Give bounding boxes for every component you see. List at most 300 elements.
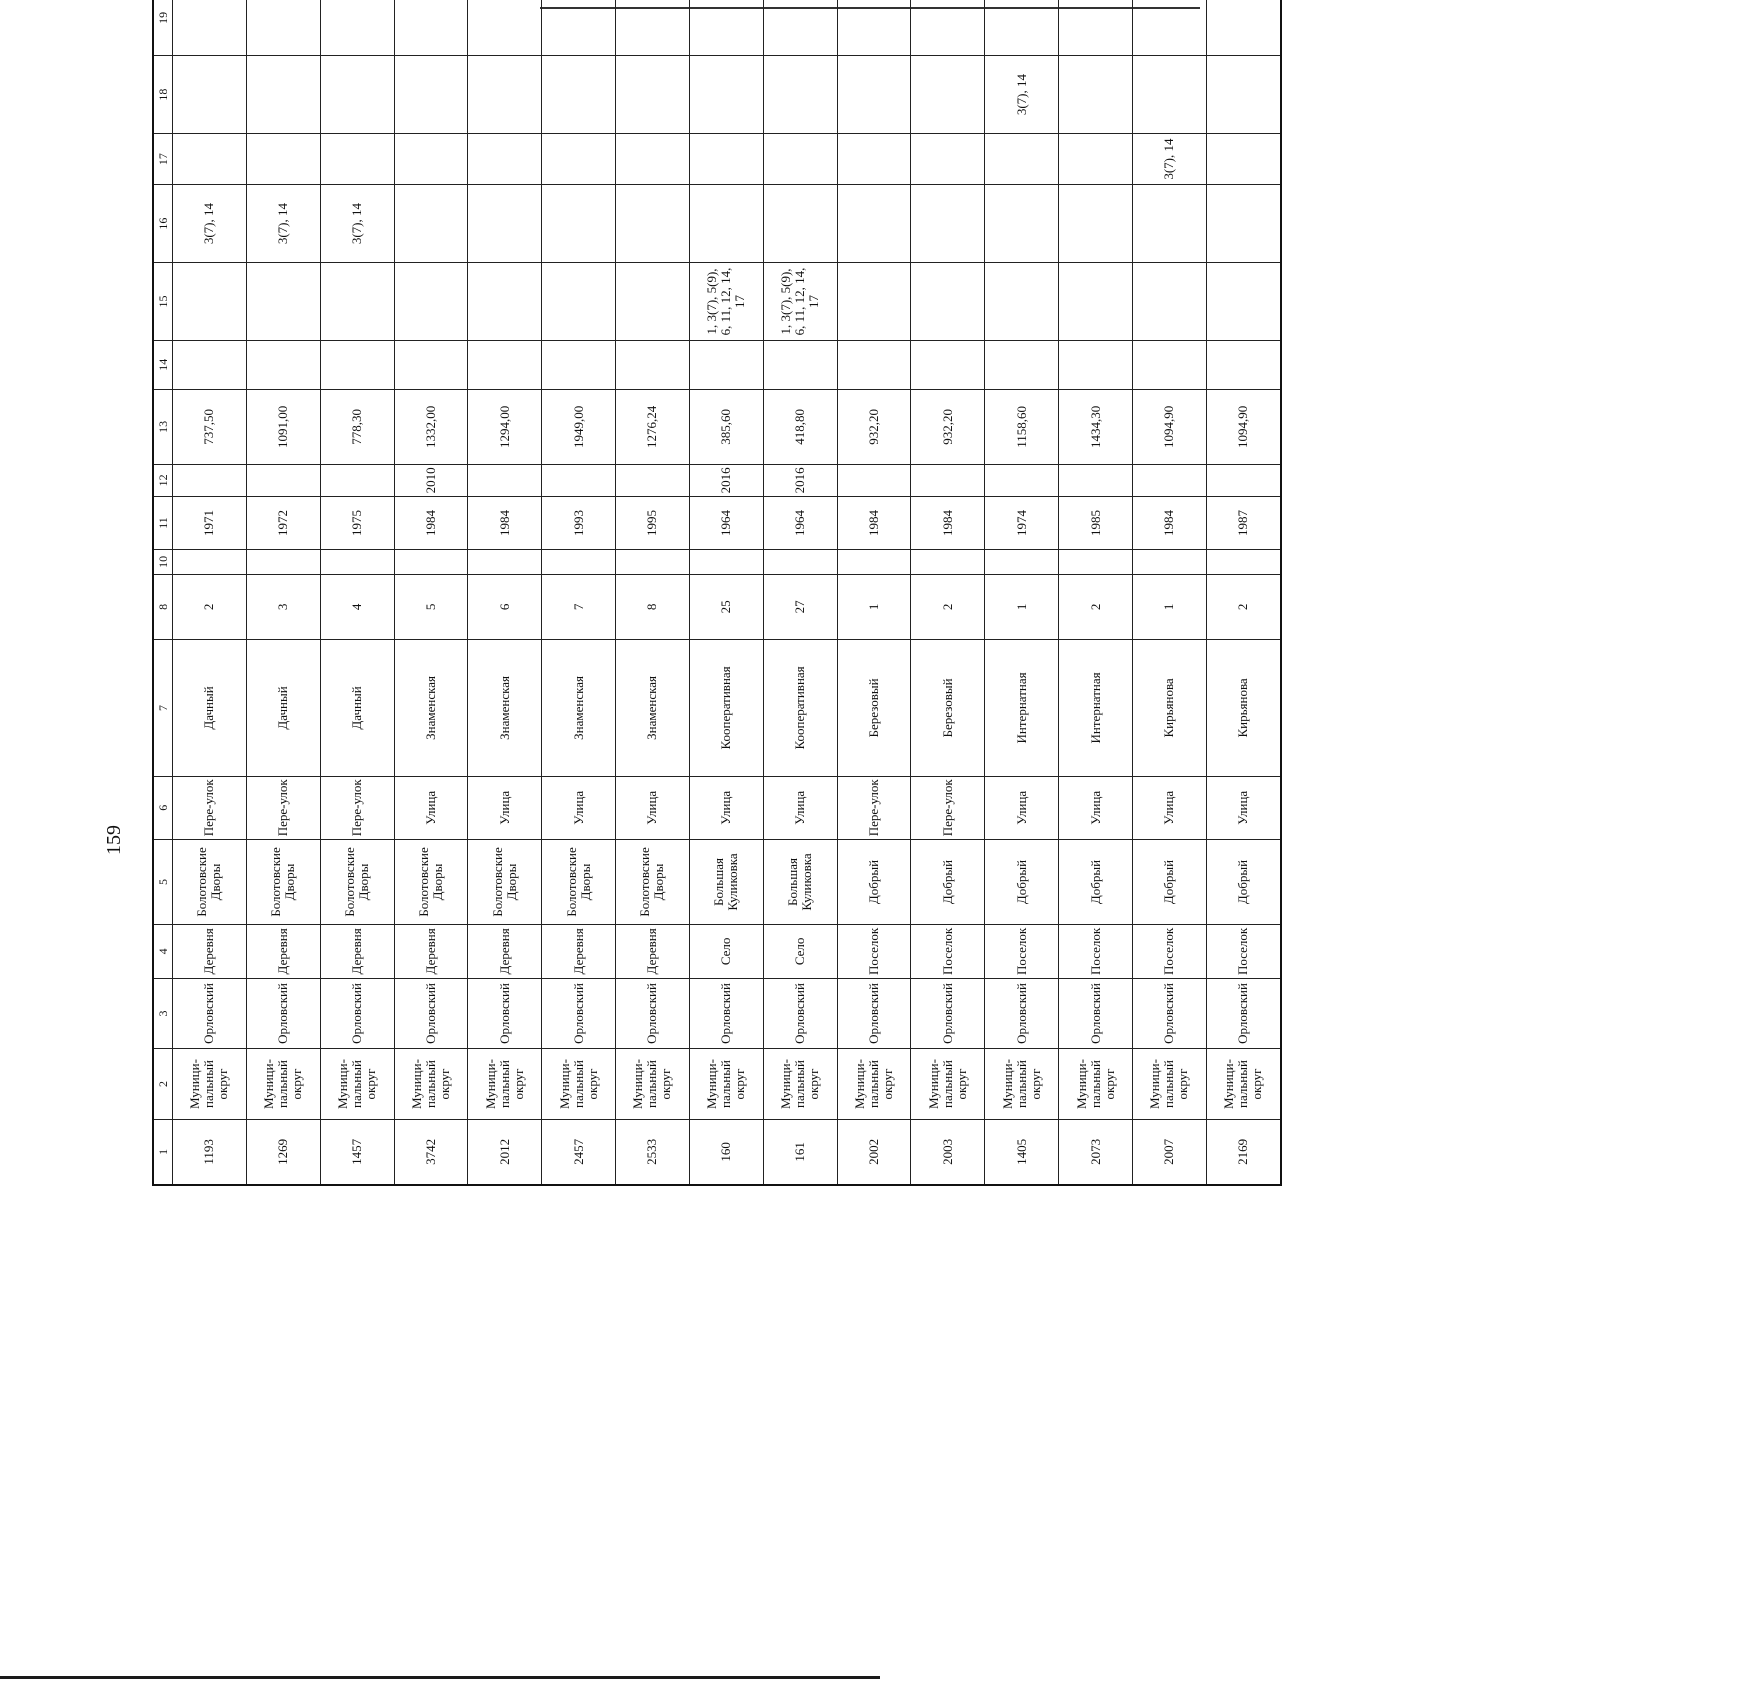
table-cell-c11: 1972 bbox=[246, 496, 320, 550]
table-cell-c16 bbox=[1132, 185, 1206, 263]
table-cell-c4: Село bbox=[763, 925, 837, 979]
table-cell-c3: Орловский bbox=[911, 978, 985, 1049]
table-cell-c15 bbox=[1206, 263, 1281, 341]
table-cell-c4: Деревня bbox=[542, 925, 616, 979]
table-cell-c5: Болотовские Дворы bbox=[394, 839, 468, 924]
table-cell-c3: Орловский bbox=[763, 978, 837, 1049]
table-cell-c18 bbox=[1059, 56, 1133, 134]
table-cell-c11: 1984 bbox=[468, 496, 542, 550]
table-cell-c3: Орловский bbox=[1132, 978, 1206, 1049]
table-cell-c17 bbox=[173, 134, 247, 185]
table-cell-c16 bbox=[1206, 185, 1281, 263]
table-cell-c4: Деревня bbox=[616, 925, 690, 979]
table-cell-c11: 1975 bbox=[320, 496, 394, 550]
table-cell-c10 bbox=[320, 550, 394, 574]
table-cell-c7: Знаменская bbox=[616, 640, 690, 776]
table-cell-c12 bbox=[1132, 465, 1206, 497]
table-cell-c11: 1993 bbox=[542, 496, 616, 550]
table-cell-c8: 1 bbox=[1132, 574, 1206, 640]
table-cell-c10 bbox=[1059, 550, 1133, 574]
table-cell-c14 bbox=[985, 340, 1059, 389]
table-row bbox=[1059, 0, 1133, 1185]
table-cell-c1: 1457 bbox=[320, 1119, 394, 1185]
table-cell-c10 bbox=[985, 550, 1059, 574]
table-cell-c18 bbox=[320, 56, 394, 134]
table-cell-c6: Пере-улок bbox=[911, 776, 985, 839]
table-cell-c17 bbox=[1059, 134, 1133, 185]
table-cell-c7: Интернатная bbox=[1059, 640, 1133, 776]
table-cell-c18 bbox=[1132, 56, 1206, 134]
table-cell-c12: 2010 bbox=[394, 465, 468, 497]
table-cell-c4: Поселок bbox=[1206, 925, 1281, 979]
table-cell-c18: 3(7), 14 bbox=[985, 56, 1059, 134]
column-number-cell: 7 bbox=[153, 640, 173, 776]
table-cell-c2: Муници-пальный округ bbox=[542, 1049, 616, 1120]
table-cell-c17 bbox=[246, 134, 320, 185]
table-row bbox=[173, 0, 247, 1185]
table-cell-c10 bbox=[689, 550, 763, 574]
table-cell-c14 bbox=[468, 340, 542, 389]
table-cell-c6: Улица bbox=[763, 776, 837, 839]
table-cell-c12: 2016 bbox=[763, 465, 837, 497]
table-cell-c15: 1, 3(7), 5(9), 6, 11, 12, 14, 17 bbox=[689, 263, 763, 341]
table-row bbox=[689, 0, 763, 1185]
table-cell-c14 bbox=[689, 340, 763, 389]
table-cell-c5: Большая Куликовка bbox=[763, 839, 837, 924]
table-cell-c3: Орловский bbox=[1059, 978, 1133, 1049]
table-cell-c10 bbox=[1206, 550, 1281, 574]
table-cell-c4: Поселок bbox=[985, 925, 1059, 979]
table-cell-c5: Добрый bbox=[985, 839, 1059, 924]
table-row bbox=[1206, 0, 1281, 1185]
table-cell-c12 bbox=[246, 465, 320, 497]
table-cell-c14 bbox=[542, 340, 616, 389]
table-cell-c6: Улица bbox=[1059, 776, 1133, 839]
table-cell-c16: 3(7), 14 bbox=[173, 185, 247, 263]
table-cell-c14 bbox=[1059, 340, 1133, 389]
table-cell-c19 bbox=[1132, 0, 1206, 56]
table-cell-c14 bbox=[320, 340, 394, 389]
table-cell-c1: 161 bbox=[763, 1119, 837, 1185]
table-cell-c3: Орловский bbox=[246, 978, 320, 1049]
table-cell-c5: Добрый bbox=[1132, 839, 1206, 924]
table-cell-c10 bbox=[542, 550, 616, 574]
table-cell-c16 bbox=[468, 185, 542, 263]
table-cell-c8: 6 bbox=[468, 574, 542, 640]
table-cell-c13: 1332,00 bbox=[394, 389, 468, 464]
table-cell-c11: 1964 bbox=[689, 496, 763, 550]
table-cell-c1: 2533 bbox=[616, 1119, 690, 1185]
table-cell-c4: Поселок bbox=[1132, 925, 1206, 979]
table-cell-c1: 2073 bbox=[1059, 1119, 1133, 1185]
table-cell-c2: Муници-пальный округ bbox=[837, 1049, 911, 1120]
column-number-cell: 8 bbox=[153, 574, 173, 640]
table-cell-c4: Поселок bbox=[911, 925, 985, 979]
table-cell-c10 bbox=[763, 550, 837, 574]
table-cell-c13: 1091,00 bbox=[246, 389, 320, 464]
table-cell-c11: 1995 bbox=[616, 496, 690, 550]
table-cell-c5: Болотовские Дворы bbox=[616, 839, 690, 924]
table-cell-c13: 418,80 bbox=[763, 389, 837, 464]
table-cell-c5: Добрый bbox=[911, 839, 985, 924]
table-cell-c5: Болотовские Дворы bbox=[246, 839, 320, 924]
column-number-cell: 11 bbox=[153, 496, 173, 550]
table-cell-c19 bbox=[689, 0, 763, 56]
table-cell-c10 bbox=[468, 550, 542, 574]
table-cell-c19 bbox=[246, 0, 320, 56]
table-cell-c17 bbox=[689, 134, 763, 185]
table-cell-c19 bbox=[542, 0, 616, 56]
table-rotation-frame bbox=[152, 11, 1746, 1186]
table-cell-c4: Поселок bbox=[837, 925, 911, 979]
table-cell-c19 bbox=[837, 0, 911, 56]
column-number-cell: 19 bbox=[153, 0, 173, 56]
table-cell-c7: Березовый bbox=[911, 640, 985, 776]
table-cell-c14 bbox=[173, 340, 247, 389]
table-cell-c6: Улица bbox=[1132, 776, 1206, 839]
table-cell-c3: Орловский bbox=[837, 978, 911, 1049]
column-number-cell: 5 bbox=[153, 839, 173, 924]
table-row bbox=[246, 0, 320, 1185]
table-cell-c11: 1984 bbox=[837, 496, 911, 550]
table-cell-c1: 2012 bbox=[468, 1119, 542, 1185]
table-cell-c17 bbox=[542, 134, 616, 185]
table-cell-c3: Орловский bbox=[985, 978, 1059, 1049]
table-cell-c5: Болотовские Дворы bbox=[468, 839, 542, 924]
column-number-cell: 14 bbox=[153, 340, 173, 389]
table-cell-c16 bbox=[689, 185, 763, 263]
table-cell-c1: 1269 bbox=[246, 1119, 320, 1185]
table-cell-c14 bbox=[911, 340, 985, 389]
table-cell-c18 bbox=[911, 56, 985, 134]
table-cell-c8: 1 bbox=[837, 574, 911, 640]
column-number-cell: 3 bbox=[153, 978, 173, 1049]
table-cell-c3: Орловский bbox=[468, 978, 542, 1049]
table-cell-c1: 1405 bbox=[985, 1119, 1059, 1185]
table-cell-c7: Дачный bbox=[320, 640, 394, 776]
table-cell-c16: 3(7), 14 bbox=[320, 185, 394, 263]
table-cell-c17 bbox=[468, 134, 542, 185]
table-cell-c12 bbox=[837, 465, 911, 497]
table-cell-c1: 2457 bbox=[542, 1119, 616, 1185]
table-cell-c6: Улица bbox=[1206, 776, 1281, 839]
table-row bbox=[911, 0, 985, 1185]
table-cell-c11: 1984 bbox=[911, 496, 985, 550]
table-cell-c5: Болотовские Дворы bbox=[173, 839, 247, 924]
table-cell-c6: Улица bbox=[394, 776, 468, 839]
table-cell-c17 bbox=[911, 134, 985, 185]
table-cell-c13: 932,20 bbox=[911, 389, 985, 464]
table-cell-c12 bbox=[320, 465, 394, 497]
table-cell-c16 bbox=[616, 185, 690, 263]
table-cell-c4: Деревня bbox=[246, 925, 320, 979]
table-cell-c4: Поселок bbox=[1059, 925, 1133, 979]
table-cell-c15 bbox=[173, 263, 247, 341]
table-cell-c8: 27 bbox=[763, 574, 837, 640]
table-cell-c4: Деревня bbox=[468, 925, 542, 979]
table-cell-c12 bbox=[468, 465, 542, 497]
table-cell-c5: Большая Куликовка bbox=[689, 839, 763, 924]
column-number-cell: 13 bbox=[153, 389, 173, 464]
table-cell-c18 bbox=[394, 56, 468, 134]
table-cell-c17 bbox=[320, 134, 394, 185]
table-cell-c5: Болотовские Дворы bbox=[320, 839, 394, 924]
table-cell-c4: Деревня bbox=[173, 925, 247, 979]
table-cell-c15 bbox=[616, 263, 690, 341]
table-row bbox=[837, 0, 911, 1185]
table-row bbox=[763, 0, 837, 1185]
table-cell-c7: Дачный bbox=[173, 640, 247, 776]
table-cell-c12 bbox=[1206, 465, 1281, 497]
table-cell-c14 bbox=[246, 340, 320, 389]
table-cell-c3: Орловский bbox=[173, 978, 247, 1049]
table-cell-c2: Муници-пальный округ bbox=[320, 1049, 394, 1120]
table-cell-c13: 1094,90 bbox=[1206, 389, 1281, 464]
table-row bbox=[394, 0, 468, 1185]
table-cell-c18 bbox=[689, 56, 763, 134]
table-cell-c8: 4 bbox=[320, 574, 394, 640]
table-cell-c12 bbox=[616, 465, 690, 497]
table-cell-c15 bbox=[985, 263, 1059, 341]
table-cell-c10 bbox=[1132, 550, 1206, 574]
table-cell-c12: 2016 bbox=[689, 465, 763, 497]
table-cell-c8: 1 bbox=[985, 574, 1059, 640]
table-cell-c12 bbox=[173, 465, 247, 497]
table-cell-c19 bbox=[911, 0, 985, 56]
table-cell-c4: Деревня bbox=[394, 925, 468, 979]
table-cell-c17 bbox=[616, 134, 690, 185]
table-cell-c18 bbox=[173, 56, 247, 134]
table-cell-c1: 2003 bbox=[911, 1119, 985, 1185]
table-row bbox=[985, 0, 1059, 1185]
table-cell-c10 bbox=[394, 550, 468, 574]
table-cell-c14 bbox=[763, 340, 837, 389]
table-cell-c19 bbox=[173, 0, 247, 56]
table-cell-c2: Муници-пальный округ bbox=[763, 1049, 837, 1120]
table-cell-c1: 2007 bbox=[1132, 1119, 1206, 1185]
table-cell-c2: Муници-пальный округ bbox=[985, 1049, 1059, 1120]
table-cell-c15 bbox=[542, 263, 616, 341]
table-row bbox=[542, 0, 616, 1185]
table-cell-c1: 160 bbox=[689, 1119, 763, 1185]
table-cell-c19 bbox=[1059, 0, 1133, 56]
table-cell-c13: 1294,00 bbox=[468, 389, 542, 464]
table-cell-c3: Орловский bbox=[394, 978, 468, 1049]
table-cell-c15 bbox=[911, 263, 985, 341]
table-cell-c15 bbox=[246, 263, 320, 341]
table-row bbox=[1132, 0, 1206, 1185]
table-cell-c11: 1985 bbox=[1059, 496, 1133, 550]
table-cell-c2: Муници-пальный округ bbox=[246, 1049, 320, 1120]
table-cell-c11: 1984 bbox=[394, 496, 468, 550]
table-cell-c14 bbox=[394, 340, 468, 389]
page-number: 159 bbox=[103, 825, 125, 855]
table-cell-c11: 1974 bbox=[985, 496, 1059, 550]
table-cell-c19 bbox=[394, 0, 468, 56]
table-cell-c6: Улица bbox=[689, 776, 763, 839]
table-cell-c7: Кирьянова bbox=[1132, 640, 1206, 776]
table-cell-c15 bbox=[1059, 263, 1133, 341]
table-cell-c16 bbox=[542, 185, 616, 263]
table-cell-c6: Улица bbox=[542, 776, 616, 839]
table-cell-c16 bbox=[911, 185, 985, 263]
table-cell-c8: 2 bbox=[173, 574, 247, 640]
table-cell-c17 bbox=[763, 134, 837, 185]
table-cell-c5: Добрый bbox=[1206, 839, 1281, 924]
table-cell-c17 bbox=[985, 134, 1059, 185]
table-cell-c15 bbox=[468, 263, 542, 341]
table-cell-c16 bbox=[837, 185, 911, 263]
table-cell-c8: 25 bbox=[689, 574, 763, 640]
table-cell-c8: 5 bbox=[394, 574, 468, 640]
table-cell-c15 bbox=[1132, 263, 1206, 341]
table-cell-c2: Муници-пальный округ bbox=[1059, 1049, 1133, 1120]
housing-registry-table bbox=[152, 0, 1282, 1186]
table-cell-c1: 2002 bbox=[837, 1119, 911, 1185]
column-number-cell: 18 bbox=[153, 56, 173, 134]
table-cell-c13: 932,20 bbox=[837, 389, 911, 464]
table-cell-c16 bbox=[1059, 185, 1133, 263]
table-row bbox=[468, 0, 542, 1185]
table-cell-c18 bbox=[1206, 56, 1281, 134]
table-cell-c2: Муници-пальный округ bbox=[394, 1049, 468, 1120]
table-cell-c3: Орловский bbox=[616, 978, 690, 1049]
table-cell-c11: 1987 bbox=[1206, 496, 1281, 550]
table-cell-c12 bbox=[1059, 465, 1133, 497]
table-cell-c16: 3(7), 14 bbox=[246, 185, 320, 263]
table-cell-c7: Знаменская bbox=[468, 640, 542, 776]
table-cell-c14 bbox=[837, 340, 911, 389]
table-cell-c16 bbox=[985, 185, 1059, 263]
table-cell-c1: 1193 bbox=[173, 1119, 247, 1185]
table-cell-c6: Пере-улок bbox=[837, 776, 911, 839]
table-cell-c12 bbox=[542, 465, 616, 497]
table-cell-c16 bbox=[763, 185, 837, 263]
table-cell-c13: 1158,60 bbox=[985, 389, 1059, 464]
table-cell-c2: Муници-пальный округ bbox=[689, 1049, 763, 1120]
table-cell-c5: Добрый bbox=[837, 839, 911, 924]
table-cell-c15 bbox=[320, 263, 394, 341]
table-cell-c19 bbox=[1206, 0, 1281, 56]
table-cell-c17 bbox=[394, 134, 468, 185]
table-cell-c2: Муници-пальный округ bbox=[616, 1049, 690, 1120]
table-cell-c3: Орловский bbox=[689, 978, 763, 1049]
table-cell-c8: 3 bbox=[246, 574, 320, 640]
column-number-cell: 2 bbox=[153, 1049, 173, 1120]
table-cell-c6: Пере-улок bbox=[173, 776, 247, 839]
table-cell-c17: 3(7), 14 bbox=[1132, 134, 1206, 185]
table-cell-c6: Улица bbox=[468, 776, 542, 839]
table-cell-c10 bbox=[616, 550, 690, 574]
table-cell-c3: Орловский bbox=[542, 978, 616, 1049]
table-cell-c19 bbox=[985, 0, 1059, 56]
table-cell-c8: 8 bbox=[616, 574, 690, 640]
table-cell-c11: 1964 bbox=[763, 496, 837, 550]
column-number-cell: 15 bbox=[153, 263, 173, 341]
table-cell-c16 bbox=[394, 185, 468, 263]
column-number-cell: 17 bbox=[153, 134, 173, 185]
table-cell-c10 bbox=[837, 550, 911, 574]
table-cell-c2: Муници-пальный округ bbox=[1206, 1049, 1281, 1120]
table-cell-c5: Болотовские Дворы bbox=[542, 839, 616, 924]
table-cell-c13: 1949,00 bbox=[542, 389, 616, 464]
table-cell-c18 bbox=[246, 56, 320, 134]
table-cell-c12 bbox=[985, 465, 1059, 497]
table-cell-c18 bbox=[468, 56, 542, 134]
column-number-cell: 1 bbox=[153, 1119, 173, 1185]
table-cell-c7: Знаменская bbox=[394, 640, 468, 776]
table-cell-c7: Кирьянова bbox=[1206, 640, 1281, 776]
table-cell-c8: 2 bbox=[911, 574, 985, 640]
table-row bbox=[616, 0, 690, 1185]
table-cell-c13: 1434,30 bbox=[1059, 389, 1133, 464]
table-cell-c5: Добрый bbox=[1059, 839, 1133, 924]
table-rotated-content bbox=[152, 0, 1282, 1186]
table-cell-c13: 1276,24 bbox=[616, 389, 690, 464]
table-cell-c19 bbox=[320, 0, 394, 56]
table-cell-c6: Улица bbox=[985, 776, 1059, 839]
table-cell-c10 bbox=[173, 550, 247, 574]
table-cell-c2: Муници-пальный округ bbox=[173, 1049, 247, 1120]
table-cell-c7: Дачный bbox=[246, 640, 320, 776]
table-cell-c6: Пере-улок bbox=[320, 776, 394, 839]
table-cell-c8: 7 bbox=[542, 574, 616, 640]
table-cell-c4: Деревня bbox=[320, 925, 394, 979]
table-cell-c13: 385,60 bbox=[689, 389, 763, 464]
table-cell-c12 bbox=[911, 465, 985, 497]
table-cell-c15 bbox=[394, 263, 468, 341]
table-cell-c7: Знаменская bbox=[542, 640, 616, 776]
column-number-row bbox=[153, 0, 173, 1185]
table-cell-c19 bbox=[616, 0, 690, 56]
table-cell-c2: Муници-пальный округ bbox=[468, 1049, 542, 1120]
table-cell-c18 bbox=[763, 56, 837, 134]
table-cell-c17 bbox=[1206, 134, 1281, 185]
column-number-cell: 16 bbox=[153, 185, 173, 263]
table-cell-c15: 1, 3(7), 5(9), 6, 11, 12, 14, 17 bbox=[763, 263, 837, 341]
table-cell-c11: 1971 bbox=[173, 496, 247, 550]
table-cell-c15 bbox=[837, 263, 911, 341]
table-cell-c2: Муници-пальный округ bbox=[1132, 1049, 1206, 1120]
scan-edge-bottom bbox=[0, 1676, 880, 1679]
table-cell-c3: Орловский bbox=[1206, 978, 1281, 1049]
table-cell-c7: Кооперативная bbox=[763, 640, 837, 776]
table-cell-c1: 2169 bbox=[1206, 1119, 1281, 1185]
table-cell-c17 bbox=[837, 134, 911, 185]
table-cell-c14 bbox=[616, 340, 690, 389]
table-cell-c7: Интернатная bbox=[985, 640, 1059, 776]
table-cell-c13: 737,50 bbox=[173, 389, 247, 464]
table-cell-c6: Улица bbox=[616, 776, 690, 839]
column-number-cell: 12 bbox=[153, 465, 173, 497]
table-cell-c14 bbox=[1132, 340, 1206, 389]
table-cell-c1: 3742 bbox=[394, 1119, 468, 1185]
table-cell-c2: Муници-пальный округ bbox=[911, 1049, 985, 1120]
table-row bbox=[320, 0, 394, 1185]
table-cell-c13: 1094,90 bbox=[1132, 389, 1206, 464]
table-cell-c19 bbox=[763, 0, 837, 56]
table-cell-c8: 2 bbox=[1206, 574, 1281, 640]
table-cell-c18 bbox=[837, 56, 911, 134]
table-cell-c3: Орловский bbox=[320, 978, 394, 1049]
table-cell-c13: 778,30 bbox=[320, 389, 394, 464]
table-cell-c10 bbox=[246, 550, 320, 574]
column-number-cell: 6 bbox=[153, 776, 173, 839]
table-cell-c7: Кооперативная bbox=[689, 640, 763, 776]
table-cell-c7: Березовый bbox=[837, 640, 911, 776]
table-cell-c18 bbox=[542, 56, 616, 134]
table-cell-c8: 2 bbox=[1059, 574, 1133, 640]
